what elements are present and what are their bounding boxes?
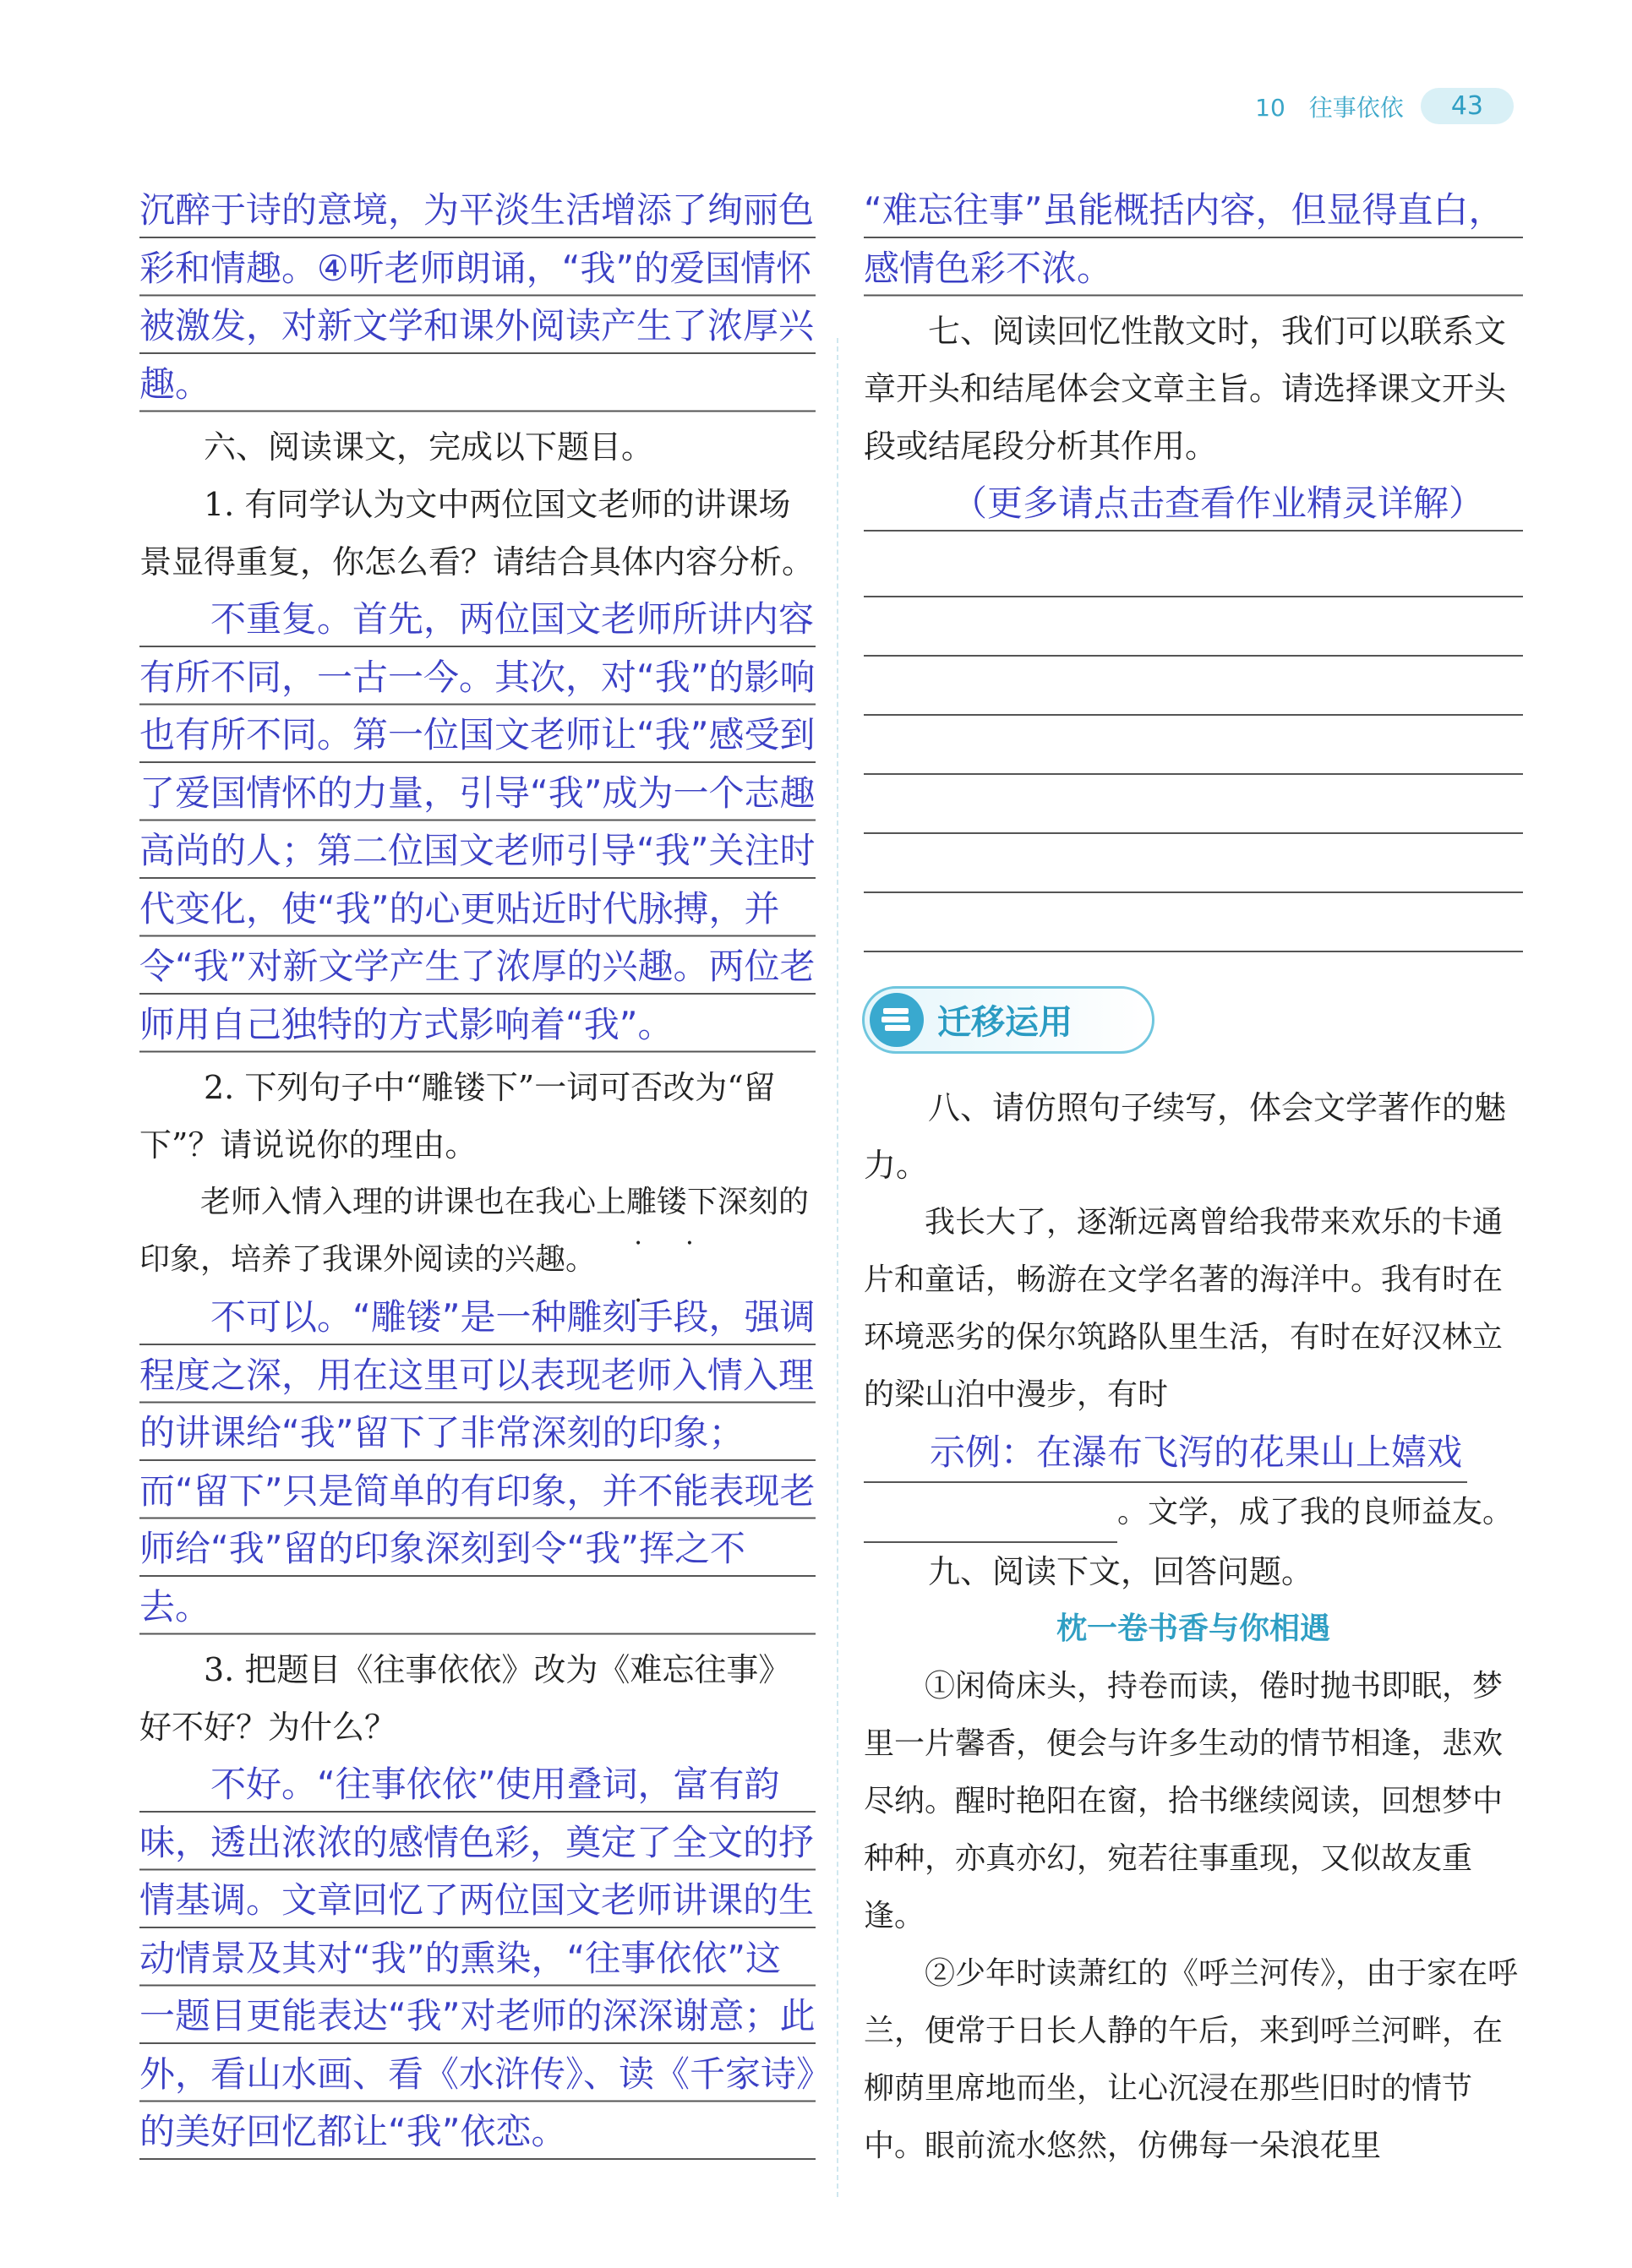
article-paragraph-2: ②少年时读萧红的《呼兰河传》，由于家在呼兰，便常于日长人静的午后，来到呼兰河畔，在柳荫里席地而坐，让心沉浸在那些旧时的情节中。眼前流水悠然，仿佛每一朵浪花里 (864, 1955, 1519, 2163)
answer-2: 不可以。“雕镂”是一种雕刻手段，强调程度之深，用在这里可以表现老师入情入理的讲课给“我”留下了非常深刻的印象；而“留下”只是简单的有印象，并不能表现老师给“我”留的印象深刻到令“我”挥之不去。 (139, 1289, 816, 1636)
section-tag-transfer (862, 986, 1154, 1054)
section-8-lead: 我长大了，逐渐远离曾给我带来欢乐的卡通片和童话，畅游在文学名著的海洋中。我有时在环境恶劣的保尔筑路队里生活，有时在好汉林立的梁山泊中漫步，有时 (864, 1204, 1504, 1412)
blank-line (864, 597, 1523, 657)
column-divider (837, 338, 838, 2197)
blank-line (864, 834, 1523, 893)
article-title: 枕一卷书香与你相遇 (1056, 1611, 1330, 1646)
section-8-text (864, 1194, 1523, 1543)
blank-line (864, 657, 1523, 716)
blank-line (864, 893, 1523, 952)
question-2: 2. 下列句子中“雕镂下”一词可否改为“留下”？请说说你的理由。 (139, 1069, 776, 1164)
answer-8-blank (864, 1484, 1117, 1543)
quote-post: 深刻的印象，培养了我课外阅读的兴趣。 (139, 1185, 810, 1277)
page-number: 43 (1421, 88, 1514, 124)
books-icon (870, 993, 924, 1047)
question-1: 1. 有同学认为文中两位国文老师的讲课场景显得重复，你怎么看？请结合具体内容分析。 (139, 486, 815, 581)
answer-7-blank-lines (864, 538, 1523, 952)
section-9-heading: 九、阅读下文，回答问题。 (928, 1552, 1314, 1590)
answer-7-link[interactable]: （更多请点击查看作业精灵详解） (864, 475, 1523, 533)
page-header (1255, 88, 1514, 124)
answer-3-continued: “难忘往事”虽能概括内容，但显得直白，感情色彩不浓。 (864, 182, 1523, 297)
section-6-heading: 六、阅读课文，完成以下题目。 (204, 428, 654, 466)
article-paragraph-1: ①闲倚床头，持卷而读，倦时抛书即眠，梦里一片馨香，便会与许多生动的情节相逢，悲欢尽纳。醒时艳阳在窗，拾书继续阅读，回想梦中种种，亦真亦幻，宛若往事重现，又似故友重逢。 (864, 1668, 1504, 1933)
quote-pre: 老师入情入理的讲课也在我心上 (200, 1185, 627, 1219)
answer-3: 不好。“往事依依”使用叠词，富有韵味，透出浓浓的感情色彩，奠定了全文的抒情基调。文章回忆了两位国文老师讲课的生动情景及其对“我”的熏染，“往事依依”这一题目更能表达“我”对老师的深深谢意；此外，看山水画、看《水浒传》、读《千家诗》的美好回忆都让“我”依恋。 (139, 1756, 816, 2162)
section-tag-label: 迁移运用 (937, 1003, 1073, 1042)
left-column (139, 182, 816, 2162)
blank-line (864, 775, 1523, 834)
blank-line (864, 716, 1523, 775)
section-8-question: 八、请仿照句子续写，体会文学著作的魅力。 (864, 1088, 1507, 1184)
section-7-question: 七、阅读回忆性散文时，我们可以联系文章开头和结尾体会文章主旨。请选择课文开头段或结尾段分析其作用。 (864, 313, 1507, 465)
quote-keyword: 雕镂下 • • • (626, 1185, 718, 1219)
answer-8: 示例：在瀑布飞泻的花果山上嬉戏 (864, 1424, 1467, 1483)
section-8-end: 。文学，成了我的良师益友。 (1117, 1494, 1514, 1529)
answer-1: 不重复。首先，两位国文老师所讲内容有所不同，一古一今。其次，对“我”的影响也有所不同。第一位国文老师让“我”感受到了爱国情怀的力量，引导“我”成为一个志趣高尚的人；第二位国文老师引导“我”关注时代变化，使“我”的心更贴近时代脉搏，并令“我”对新文学产生了浓厚的兴趣。两位老师用自己独特的方式影响着“我”。 (139, 591, 816, 1054)
question-2-quote (139, 1174, 816, 1289)
question-3: 3. 把题目《往事依依》改为《难忘往事》好不好？为什么？ (139, 1651, 791, 1746)
answer-continued: 沉醉于诗的意境，为平淡生活增添了绚丽色彩和情趣。④听老师朗诵，“我”的爱国情怀被激发，对新文学和课外阅读产生了浓厚兴趣。 (139, 182, 816, 413)
unit-title: 10 往事依依 (1255, 93, 1404, 122)
blank-line (864, 538, 1523, 597)
right-column (864, 182, 1523, 2175)
